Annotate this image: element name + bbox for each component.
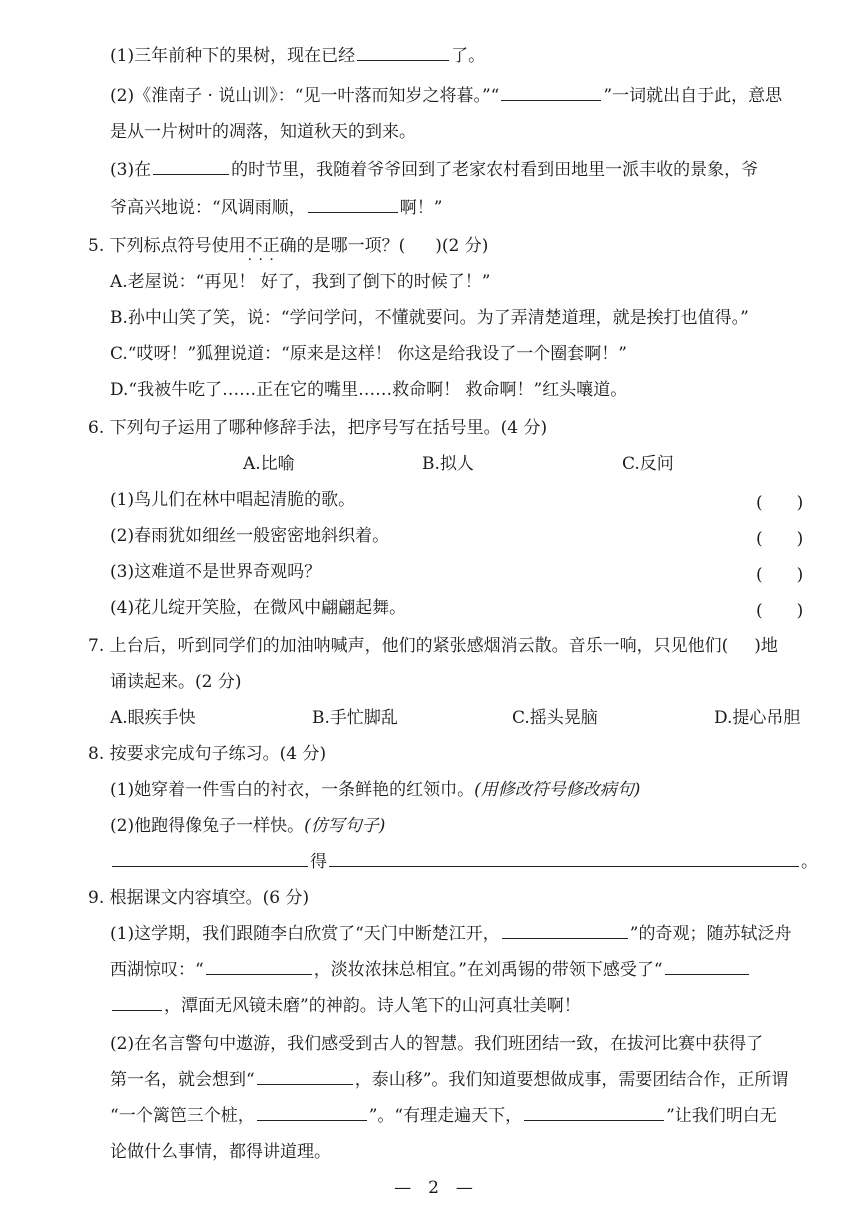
fill-blank[interactable]	[524, 1104, 664, 1121]
q6-sentence-2: (2)春雨犹如细丝一般密密地斜织着。	[110, 526, 390, 546]
q4-text: 啊！”	[399, 198, 443, 218]
fill-blank[interactable]	[153, 158, 229, 175]
q9-line-6	[110, 1104, 810, 1128]
q5-option-b: B.孙中山笑了笑，说：“学问学问，不懂就要问。为了弄清楚道理，就是挨打也值得。”	[110, 308, 749, 328]
fill-blank[interactable]	[257, 1068, 353, 1085]
q8-stem: 8. 按要求完成句子练习。(4 分)	[88, 744, 327, 764]
q8-sentence-1	[110, 778, 810, 802]
q4-text: 爷高兴地说：“风调雨顺，	[110, 198, 306, 218]
q9-text: “一个篱笆三个桩，	[110, 1106, 255, 1126]
q7-option-b: B.手忙脚乱	[312, 708, 398, 728]
q4-text: (1)三年前种下的果树，现在已经	[110, 46, 356, 66]
fill-blank[interactable]	[501, 84, 601, 101]
fill-blank[interactable]	[329, 850, 799, 867]
q9-stem: 9. 根据课文内容填空。(6 分)	[88, 888, 310, 908]
q4-text: (2)《淮南子 · 说山训》：“见一叶落而知岁之将暮。”“	[110, 86, 500, 106]
q6-stem: 6. 下列句子运用了哪种修辞手法，把序号写在括号里。(4 分)	[88, 418, 548, 438]
answer-paren[interactable]: ( )	[756, 493, 804, 513]
q5-text: 的是哪一项？(	[296, 236, 406, 256]
q7-option-c: C.摇头晃脑	[512, 708, 598, 728]
q4-text: 的时节里，我随着爷爷回到了老家农村看到田地里一派丰收的景象，爷	[231, 160, 759, 180]
q8-text: 得	[310, 852, 327, 872]
q8-note: (仿写句子)	[304, 816, 386, 836]
q8-text: (2)他跑得像兔子一样快。	[110, 816, 305, 836]
q4-line-5	[110, 196, 810, 220]
q9-text: (1)这学期，我们跟随李白欣赏了“天门中断楚江开，	[110, 924, 500, 944]
emphasis-text: 不正确 · · ·	[246, 234, 297, 258]
answer-paren[interactable]: ( )	[756, 529, 804, 549]
q7-option-a: A.眼疾手快	[110, 708, 196, 728]
q5-text: 5. 下列标点符号使用	[88, 236, 246, 256]
q8-note: (用修改符号修改病句)	[474, 780, 641, 800]
fill-blank[interactable]	[112, 994, 162, 1011]
q4-line-4	[110, 158, 810, 182]
q7-text: )地	[754, 636, 778, 656]
q9-text: ”的奇观；随苏轼泛舟	[629, 924, 792, 944]
fill-blank[interactable]	[308, 196, 398, 213]
q5-option-c: C.“哎呀！”狐狸说道：“原来是这样！ 你这是给我设了一个圈套啊！”	[110, 344, 627, 364]
q8-sentence-2	[110, 814, 810, 838]
fill-blank[interactable]	[206, 958, 312, 975]
q7-stem	[88, 634, 788, 658]
q4-text: 了。	[451, 46, 486, 66]
q5-option-a: A.老屋说：“再见！ 好了，我到了倒下的时候了！”	[110, 272, 491, 292]
q4-text: (3)在	[110, 160, 152, 180]
q9-text: 第一名，就会想到“	[110, 1070, 255, 1090]
q6-sentence-3: (3)这难道不是世界奇观吗？	[110, 562, 322, 582]
q9-text: ，潭面无风镜未磨”的神韵。诗人笔下的山河真壮美啊！	[164, 996, 581, 1016]
q5-option-d: D.“我被牛吃了……正在它的嘴里……救命啊！ 救命啊！”红头嚷道。	[110, 380, 628, 400]
q9-text: ”。“有理走遍天下，	[368, 1106, 523, 1126]
fill-blank[interactable]	[502, 922, 628, 939]
q9-text: 西湖惊叹：“	[110, 960, 204, 980]
q9-line-5	[110, 1068, 810, 1092]
q9-text: ”让我们明白无	[666, 1106, 777, 1126]
q6-choice-a: A.比喻	[243, 454, 295, 474]
page-number: — 2 —	[394, 1178, 473, 1198]
q9-line-3	[110, 994, 810, 1018]
answer-paren[interactable]: ( )	[756, 601, 804, 621]
q4-text: ”一词就出自于此，意思	[603, 86, 783, 106]
q9-line-2	[110, 958, 810, 982]
fill-blank[interactable]	[357, 44, 449, 61]
q9-text: ，淡妆浓抹总相宜。”在刘禹锡的带领下感受了“	[313, 960, 663, 980]
q7-line-2: 诵读起来。(2 分)	[110, 672, 242, 692]
q6-sentence-1: (1)鸟儿们在林中唱起清脆的歌。	[110, 490, 356, 510]
q7-text: 7. 上台后，听到同学们的加油呐喊声，他们的紧张感烟消云散。音乐一响，只见他们(	[88, 636, 729, 656]
q9-line-7: 论做什么事情，都得讲道理。	[110, 1142, 331, 1162]
q4-line-3: 是从一片树叶的凋落，知道秋天的到来。	[110, 122, 416, 142]
q9-line-4: (2)在名言警句中遨游，我们感受到古人的智慧。我们班团结一致，在拔河比赛中获得了	[110, 1034, 764, 1054]
q8-text: (1)她穿着一件雪白的衬衣，一条鲜艳的红领巾。	[110, 780, 475, 800]
q9-text: ，泰山移”。我们知道要想做成事，需要团结合作，正所谓	[354, 1070, 789, 1090]
q4-line-2	[110, 84, 810, 108]
fill-blank[interactable]	[665, 958, 749, 975]
q5-stem	[88, 234, 788, 258]
fill-blank[interactable]	[112, 850, 308, 867]
q6-choice-c: C.反问	[622, 454, 674, 474]
q8-text: 。	[801, 852, 818, 872]
answer-paren[interactable]: ( )	[756, 565, 804, 585]
fill-blank[interactable]	[257, 1104, 367, 1121]
q8-imitation-line	[110, 850, 818, 874]
q6-sentence-4: (4)花儿绽开笑脸，在微风中翩翩起舞。	[110, 598, 407, 618]
q9-line-1	[110, 922, 810, 946]
q4-line-1	[110, 44, 810, 68]
q5-text: )(2 分)	[435, 236, 489, 256]
q7-option-d: D.提心吊胆	[714, 708, 801, 728]
q6-choice-b: B.拟人	[422, 454, 474, 474]
